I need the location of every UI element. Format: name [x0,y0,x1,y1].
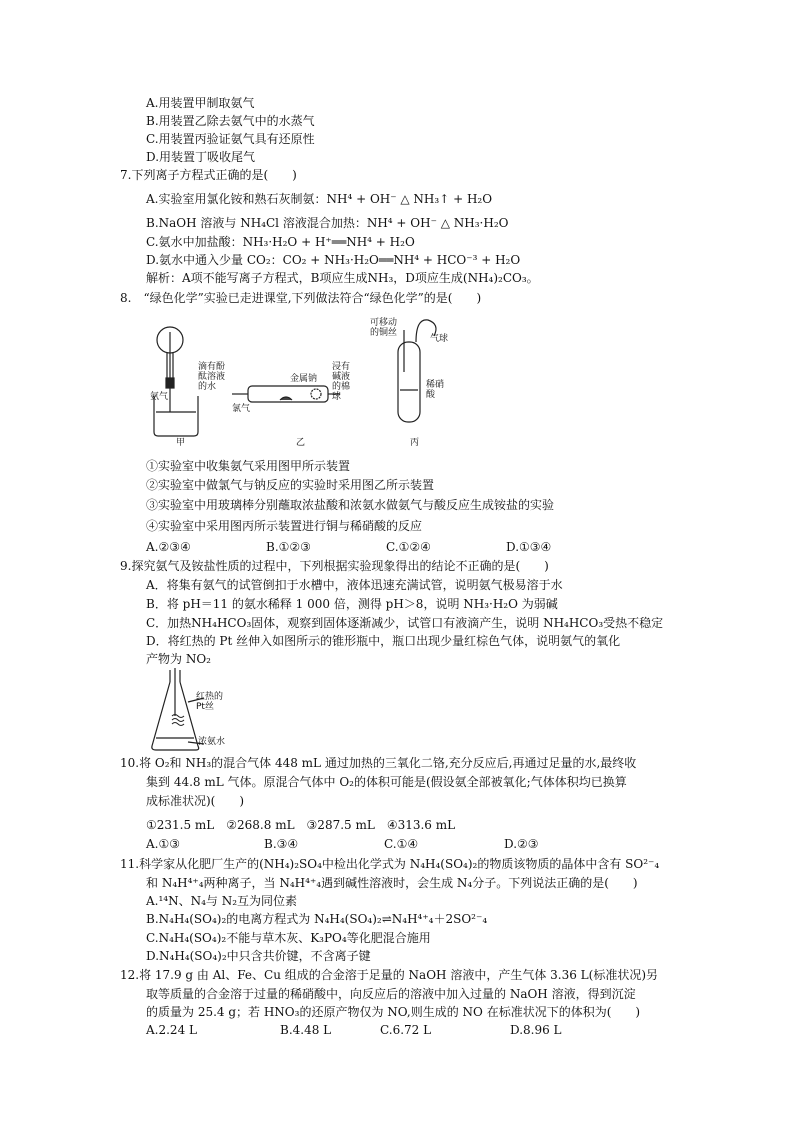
q7-option-c: C.氨水中加盐酸：NH₃·H₂O + H⁺══NH⁴ + H₂O [146,235,415,249]
apparatus-yi [232,386,340,402]
q11-option-c: C.N₄H₄(SO₄)₂不能与草木灰、K₃PO₄等化肥混合施用 [146,931,431,945]
q7-analysis: 解析：A项不能写离子方程式，B项应生成NH₃，D项应生成(NH₄)₂CO₃。 [146,271,539,285]
yi-name: 乙 [296,438,306,448]
jia-name: 甲 [176,438,186,448]
q7-option-d: D.氨水中通入少量 CO₂：CO₂ + NH₃·H₂O══NH⁴ + HCO⁻³ + H₂O [146,253,521,267]
q10-option-d: D.②③ [504,837,539,851]
q7-stem: 7.下列离子方程式正确的是( ) [120,168,297,182]
q8-item-4: ④实验室中采用图丙所示装置进行铜与稀硝酸的反应 [146,519,423,533]
q8-stem: 8. “绿色化学”实验已走进课堂,下列做法符合“绿色化学”的是( ) [120,291,482,305]
q10-line-2: 集到 44.8 mL 气体。原混合气体中 O₂的体积可能是(假设氨全部被氧化;气体体积均已换算 [146,775,627,789]
q11-line-1: 11.科学家从化肥厂生产的(NH₄)₂SO₄中检出化学式为 N₄H₄(SO₄)₂的物质该物质的晶体中含有 SO²⁻₄ [120,857,660,871]
yi-cotton-label: 浸有碱液的棉球 [332,362,351,402]
q9-option-b: B．将 pH＝11 的氨水稀释 1 000 倍，测得 pH＞8，说明 NH₃·H₂O 为弱碱 [146,597,558,611]
q12-line-1: 12.将 17.9 g 由 Al、Fe、Cu 组成的合金溶于足量的 NaOH 溶液中，产生气体 3.36 L(标准状况)另 [120,968,659,982]
q6-option-a: A.用装置甲制取氨气 [146,96,255,110]
q8-item-2: ②实验室中做氯气与钠反应的实验时采用图乙所示装置 [146,478,435,492]
q12-option-b: B.4.48 L [280,1023,332,1037]
bing-wire-label: 可移动的铜丝 [370,318,398,338]
q7-option-a: A.实验室用氯化铵和熟石灰制氨：NH⁴ + OH⁻ △ NH₃↑ + H₂O [146,192,493,206]
jia-liquid-label: 滴有酚酞溶液的水 [198,362,226,392]
q9-pt-label: 红热的Pt丝 [196,692,224,712]
q12-option-a: A.2.24 L [146,1023,197,1037]
q6-option-c: C.用装置丙验证氨气具有还原性 [146,132,315,146]
q9-option-d-line2: 产物为 NO₂ [146,652,211,666]
bing-name: 丙 [410,438,420,448]
q12-line-2: 取等质量的合金溶于过量的稀硝酸中，向反应后的溶液中加入过量的 NaOH 溶液，得到沉淀 [146,987,636,1001]
q9-option-a: A．将集有氨气的试管倒扣于水槽中，液体迅速充满试管，说明氨气极易溶于水 [146,578,563,592]
q10-values: ①231.5 mL ②268.8 mL ③287.5 mL ④313.6 mL [146,818,456,832]
q10-option-b: B.③④ [264,837,299,851]
q12-line-3: 的质量为 25.4 g；若 HNO₃的还原产物仅为 NO,则生成的 NO 在标准状况下的体积为( ) [146,1005,641,1019]
q11-option-a: A.¹⁴N、N₄与 N₂互为同位素 [146,894,298,908]
q12-option-d: D.8.96 L [510,1023,562,1037]
bing-balloon-label: 气球 [430,334,449,344]
q9-stem: 9.探究氨气及铵盐性质的过程中，下列根据实验现象得出的结论不正确的是( ) [120,559,549,573]
q8-option-b: B.①②③ [266,540,311,554]
q11-line-2: 和 N₄H⁴⁺₄两种离子，当 N₄H⁴⁺₄遇到碱性溶液时，会生成 N₄分子。下列说法正确的是( ) [146,876,638,890]
q10-option-a: A.①③ [146,837,180,851]
apparatus-jia [154,327,198,436]
q11-option-b: B.N₄H₄(SO₄)₂的电离方程式为 N₄H₄(SO₄)₂⇌N₄H⁴⁺₄＋2SO²⁻₄ [146,912,488,926]
q8-option-d: D.①③④ [506,540,552,554]
yi-gas-label: 氯气 [232,404,251,414]
q12-option-c: C.6.72 L [380,1023,432,1037]
q9-option-c: C．加热NH₄HCO₃固体，观察到固体逐渐减少，试管口有液滴产生，说明 NH₄HCO₃受热不稳定 [146,616,664,630]
yi-metal-label: 金属钠 [290,374,318,384]
q7-option-b: B.NaOH 溶液与 NH₄Cl 溶液混合加热：NH⁴ + OH⁻ △ NH₃·H₂O [146,216,509,230]
q6-option-b: B.用装置乙除去氨气中的水蒸气 [146,114,315,128]
q8-item-3: ③实验室中用玻璃棒分别蘸取浓盐酸和浓氨水做氨气与酸反应生成铵盐的实验 [146,498,555,512]
q8-item-1: ①实验室中收集氨气采用图甲所示装置 [146,459,351,473]
q8-option-c: C.①②④ [386,540,431,554]
bing-acid-label: 稀硝酸 [426,380,445,400]
jia-gas-label: 氨气 [150,392,169,402]
q8-option-a: A.②③④ [146,540,191,554]
q10-line-1: 10.将 O₂和 NH₃的混合气体 448 mL 通过加热的三氧化二铬,充分反应后,再通过足量的水,最终收 [120,756,637,770]
q10-option-c: C.①④ [384,837,419,851]
q9-option-d-line1: D．将红热的 Pt 丝伸入如图所示的锥形瓶中，瓶口出现少量红棕色气体，说明氨气的氧化 [146,634,621,648]
q10-line-3: 成标准状况)( ) [146,794,245,808]
q11-option-d: D.N₄H₄(SO₄)₂中只含共价键，不含离子键 [146,949,371,963]
q9-ammonia-label: 浓氨水 [198,737,226,747]
q6-option-d: D.用装置丁吸收尾气 [146,150,256,164]
